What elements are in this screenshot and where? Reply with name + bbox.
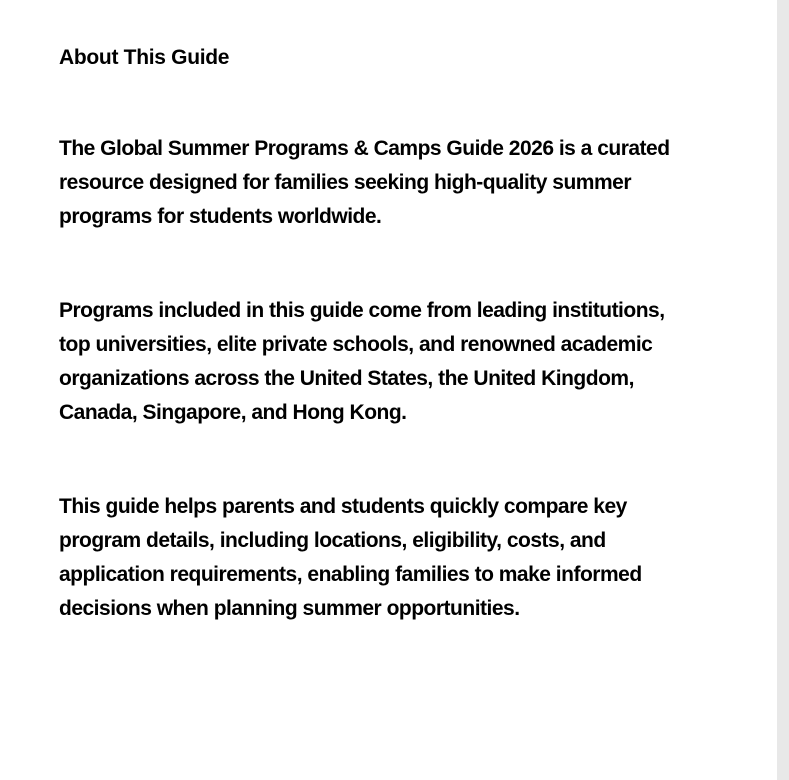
paragraph-intro: The Global Summer Programs & Camps Guide 2026 is a curated resource designed for families seeking high-quality summer programs for students worldwide. — [59, 137, 670, 228]
page-edge-strip — [777, 0, 789, 780]
page-title: About This Guide — [59, 46, 230, 69]
paragraph-purpose: This guide helps parents and students quickly compare key program details, including locations, eligibility, costs, and application requirements, enabling families to make informed decisions when planning summer opportunities. — [59, 495, 642, 620]
paragraph-sources: Programs included in this guide come from leading institutions, top universities, elite private schools, and renowned academic organizations across the United States, the United Kingdom, Canada, Singapore, and Hong Kong. — [59, 299, 665, 424]
